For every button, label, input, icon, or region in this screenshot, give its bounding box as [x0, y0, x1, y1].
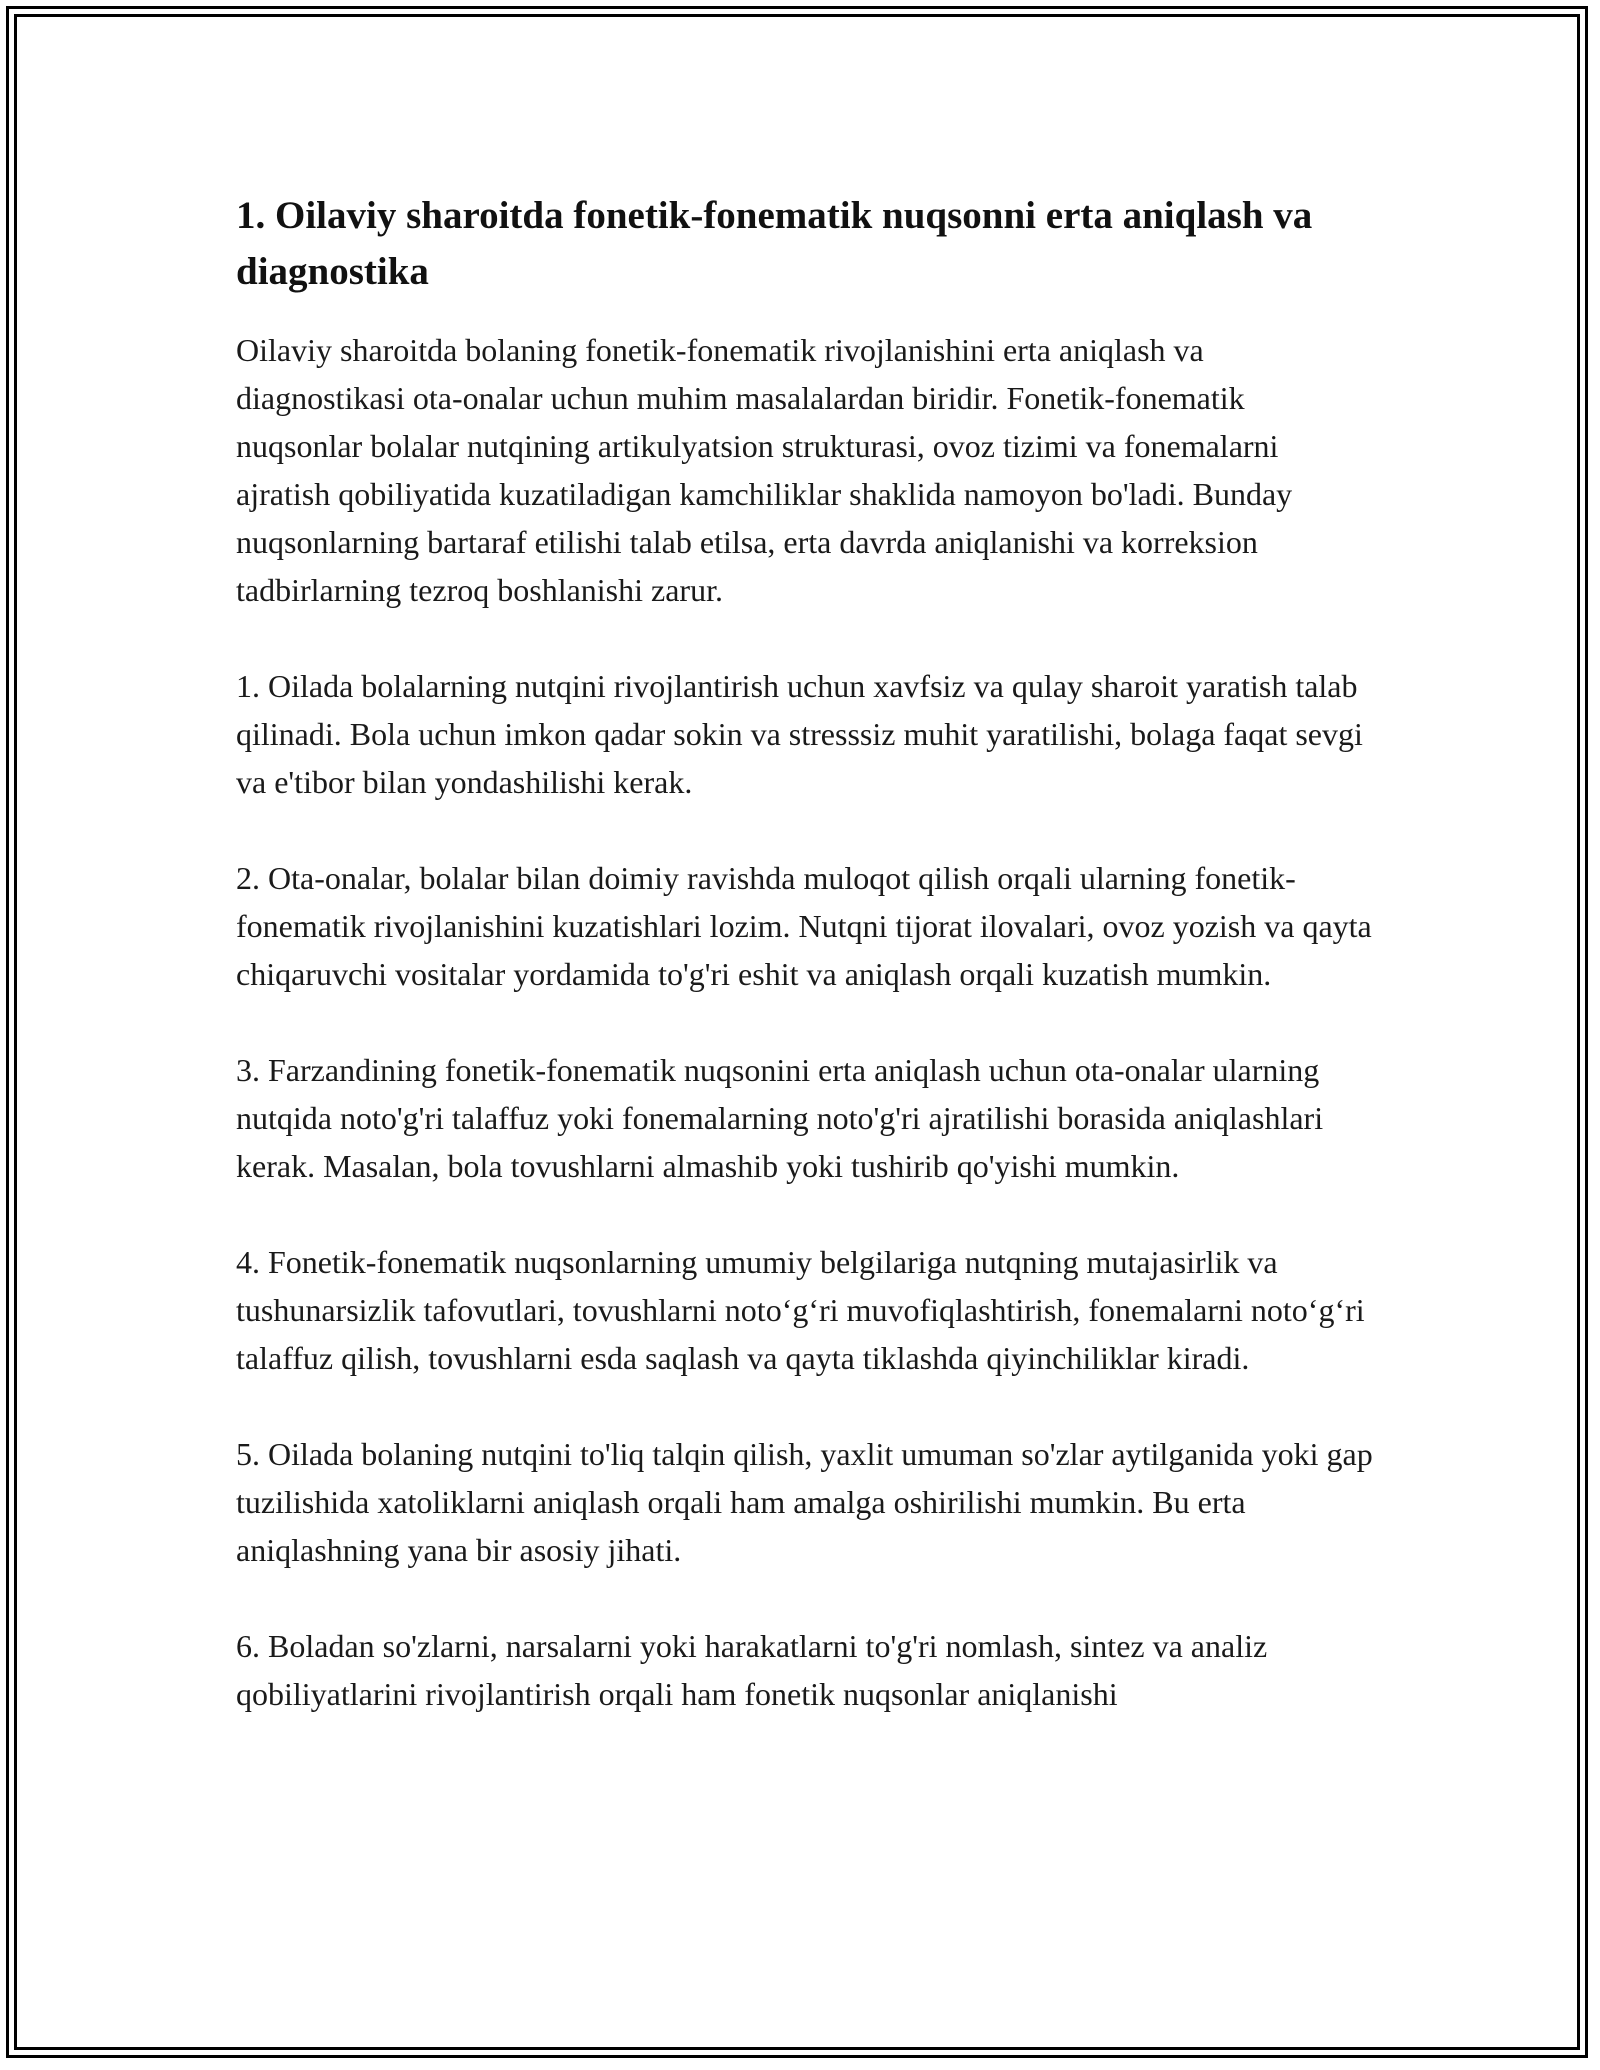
list-item-5: 5. Oilada bolaning nutqini to'liq talqin qilish, yaxlit umuman so'zlar aytilganida yoki gap tuzilishida xatoliklarni aniqlash orqali ham amalga oshirilishi mumkin. Bu erta aniqlashning yana bir asosiy jihati. [236, 1436, 1373, 1568]
list-item-1: 1. Oilada bolalarning nutqini rivojlantirish uchun xavfsiz va qulay sharoit yaratish talab qilinadi. Bola uchun imkon qadar sokin va stresssiz muhit yaratilishi, bolaga faqat sevgi va e'tibor bilan yondashilishi kerak. [236, 668, 1363, 800]
document-body [236, 188, 1376, 1718]
list-item-3: 3. Farzandining fonetik-fonematik nuqsonini erta aniqlash uchun ota-onalar ularning nutqida noto'g'ri talaffuz yoki fonemalarning noto'g'ri ajratilishi borasida aniqlashlari kerak. Masalan, bola tovushlarni almashib yoki tushirib qo'yishi mumkin. [236, 1052, 1324, 1184]
list-item-2: 2. Ota-onalar, bolalar bilan doimiy ravishda muloqot qilish orqali ularning fonetik-fonematik rivojlanishini kuzatishlari lozim. Nutqni tijorat ilovalari, ovoz yozish va qayta chiqaruvchi vositalar yordamida to'g'ri eshit va aniqlash orqali kuzatish mumkin. [236, 860, 1372, 992]
list-item-4: 4. Fonetik-fonematik nuqsonlarning umumiy belgilariga nutqning mutajasirlik va tushunarsizlik tafovutlari, tovushlarni noto‘g‘ri muvofiqlashtirish, fonemalarni noto‘g‘ri talaffuz qilish, tovushlarni esda saqlash va qayta tiklashda qiyinchiliklar kiradi. [236, 1244, 1365, 1376]
section-heading: 1. Oilaviy sharoitda fonetik-fonematik nuqsonni erta aniqlash va diagnostika [236, 194, 1313, 293]
intro-paragraph: Oilaviy sharoitda bolaning fonetik-fonematik rivojlanishini erta aniqlash va diagnostikasi ota-onalar uchun muhim masalalardan biridir. Fonetik-fonematik nuqsonlar bolalar nutqining artikulyatsion strukturasi, ovoz tizimi va fonemalarni ajratish qobiliyatida kuzatiladigan kamchiliklar shaklida namoyon bo'ladi. Bunday nuqsonlarning bartaraf etilishi talab etilsa, erta davrda aniqlanishi va korreksion tadbirlarning tezroq boshlanishi zarur. [236, 332, 1293, 608]
list-item-6: 6. Boladan so'zlarni, narsalarni yoki harakatlarni to'g'ri nomlash, sintez va analiz qobiliyatlarini rivojlantirish orqali ham fonetik nuqsonlar aniqlanishi [236, 1628, 1268, 1712]
